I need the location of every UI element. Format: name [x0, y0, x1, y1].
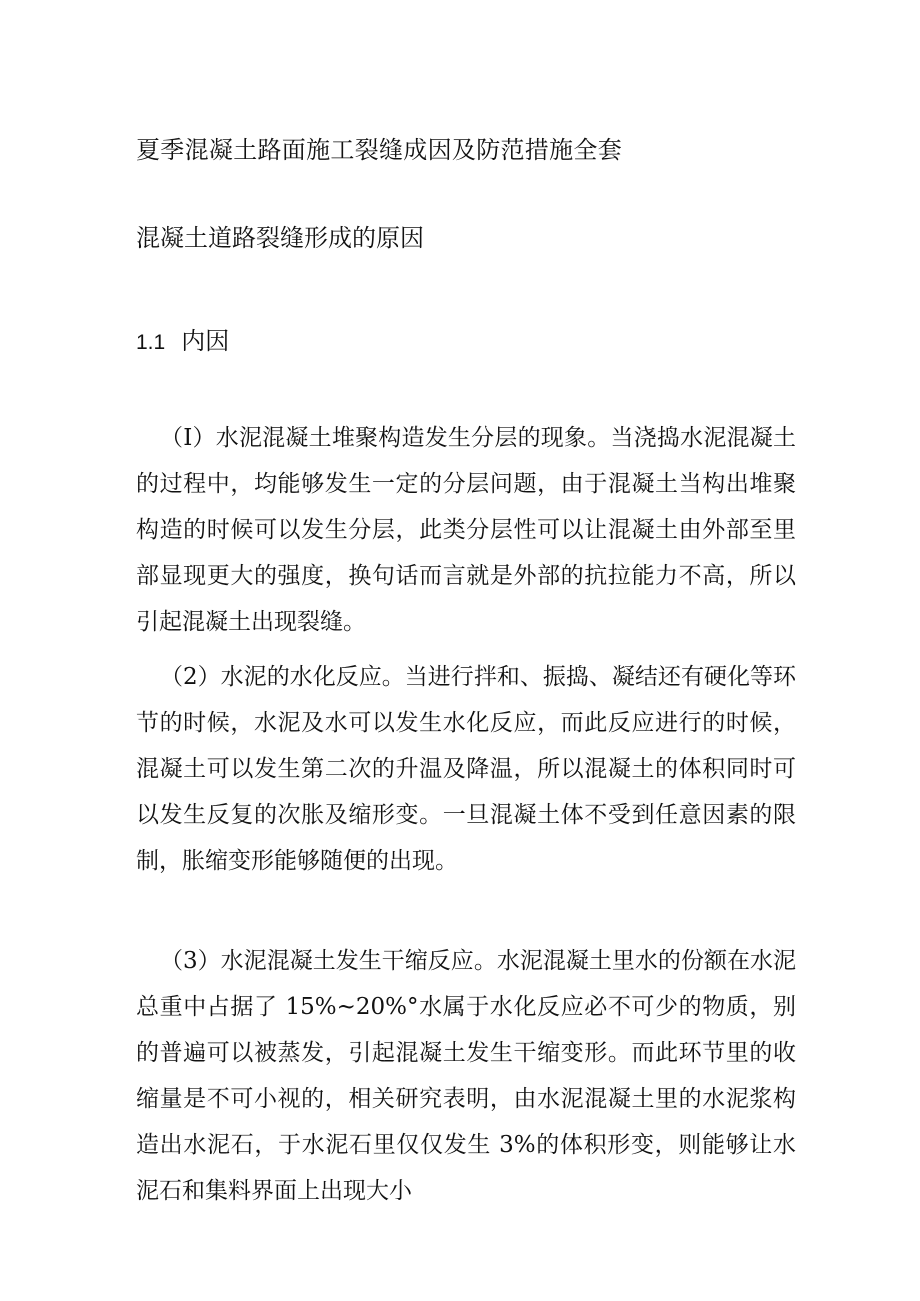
section-heading — [136, 323, 229, 361]
paragraph-1: （I）水泥混凝土堆聚构造发生分层的现象。当浇捣水泥混凝土的过程中，均能够发生一定的分层问题，由于混凝土当构出堆聚构造的时候可以发生分层，此类分层性可以让混凝土由外部至里部显现更大的强度，换句话而言就是外部的抗拉能力不高，所以引起混凝土出现裂缝。 — [136, 425, 796, 635]
paragraph-3: （3）水泥混凝土发生干缩反应。水泥混凝土里水的份额在水泥总重中占据了 15%~20%°水属于水化反应必不可少的物质，别的普遍可以被蒸发，引起混凝土发生干缩变形。而此环节里的收缩量是不可小视的，相关研究表明，由水泥混凝土里的水泥浆构造出水泥石，于水泥石里仅仅发生 3%的体积形变，则能够让水泥石和集料界面上出现大小 — [136, 948, 796, 1204]
section-number: 1.1 — [136, 331, 166, 354]
document-title: 夏季混凝土路面施工裂缝成因及防范措施全套 — [136, 136, 622, 164]
section-label: 内因 — [181, 327, 230, 355]
paragraph-2: （2）水泥的水化反应。当进行拌和、振捣、凝结还有硬化等环节的时候，水泥及水可以发生水化反应，而此反应进行的时候，混凝土可以发生第二次的升温及降温，所以混凝土的体积同时可以发生反复的次胀及缩形变。一旦混凝土体不受到任意因素的限制，胀缩变形能够随便的出现。 — [136, 664, 796, 874]
document-subtitle: 混凝土道路裂缝形成的原因 — [136, 224, 424, 252]
